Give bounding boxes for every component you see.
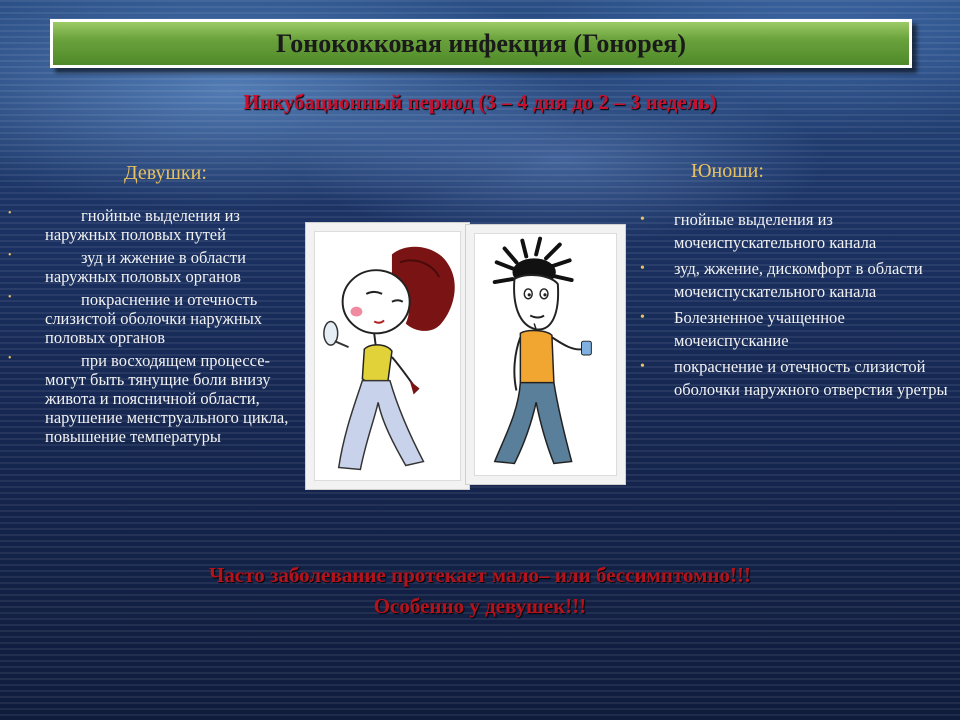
list-item: • гнойные выделения из мочеиспускательного канала [640, 210, 877, 252]
girls-heading: Девушки: [124, 162, 207, 184]
list-item: • покраснение и отечность слизистой оболочки наружных половых органов [8, 290, 263, 347]
boy-illustration [474, 233, 617, 476]
bullet-icon: • [8, 353, 12, 364]
cartoon-girl-icon [315, 232, 460, 480]
footer-warning-line1: Часто заболевание протекает мало– или бессимптомно!!! [208, 563, 751, 587]
list-item: • покраснение и отечность слизистой оболочки наружного отверстия уретры [640, 357, 948, 399]
list-item: • Болезненное учащенное мочеиспускание [640, 308, 845, 350]
list-item: • гнойные выделения из наружных половых путей [8, 206, 240, 244]
bullet-icon: • [8, 250, 12, 261]
slide-title: Гонококковая инфекция (Гонорея) [275, 28, 687, 58]
list-item: • зуд, жжение, дискомфорт в области мочеиспускательного канала [640, 259, 923, 301]
bullet-icon: • [8, 208, 12, 219]
boys-heading: Юноши: [691, 160, 764, 182]
title-bar [50, 19, 912, 68]
footer-warning-line2: Особенно у девушек!!! [373, 594, 587, 618]
boy-illustration-frame [465, 224, 626, 485]
girl-illustration [314, 231, 461, 481]
list-item: • при восходящем процессе- могут быть тянущие боли внизу живота и поясничной области, нарушение менструального цикла, повышение температуры [8, 351, 289, 446]
girl-illustration-frame [305, 222, 470, 490]
boys-symptom-list [640, 208, 950, 404]
cartoon-boy-icon [475, 234, 616, 475]
incubation-subtitle: Инкубационный период (3 – 4 дня до 2 – 3 недель) [243, 90, 717, 114]
bullet-icon: • [640, 310, 645, 325]
bullet-icon: • [8, 292, 12, 303]
bullet-icon: • [640, 359, 645, 374]
bullet-icon: • [640, 261, 645, 276]
girls-symptom-list [8, 206, 310, 450]
list-item: • зуд и жжение в области наружных половых органов [8, 248, 246, 286]
bullet-icon: • [640, 212, 645, 227]
